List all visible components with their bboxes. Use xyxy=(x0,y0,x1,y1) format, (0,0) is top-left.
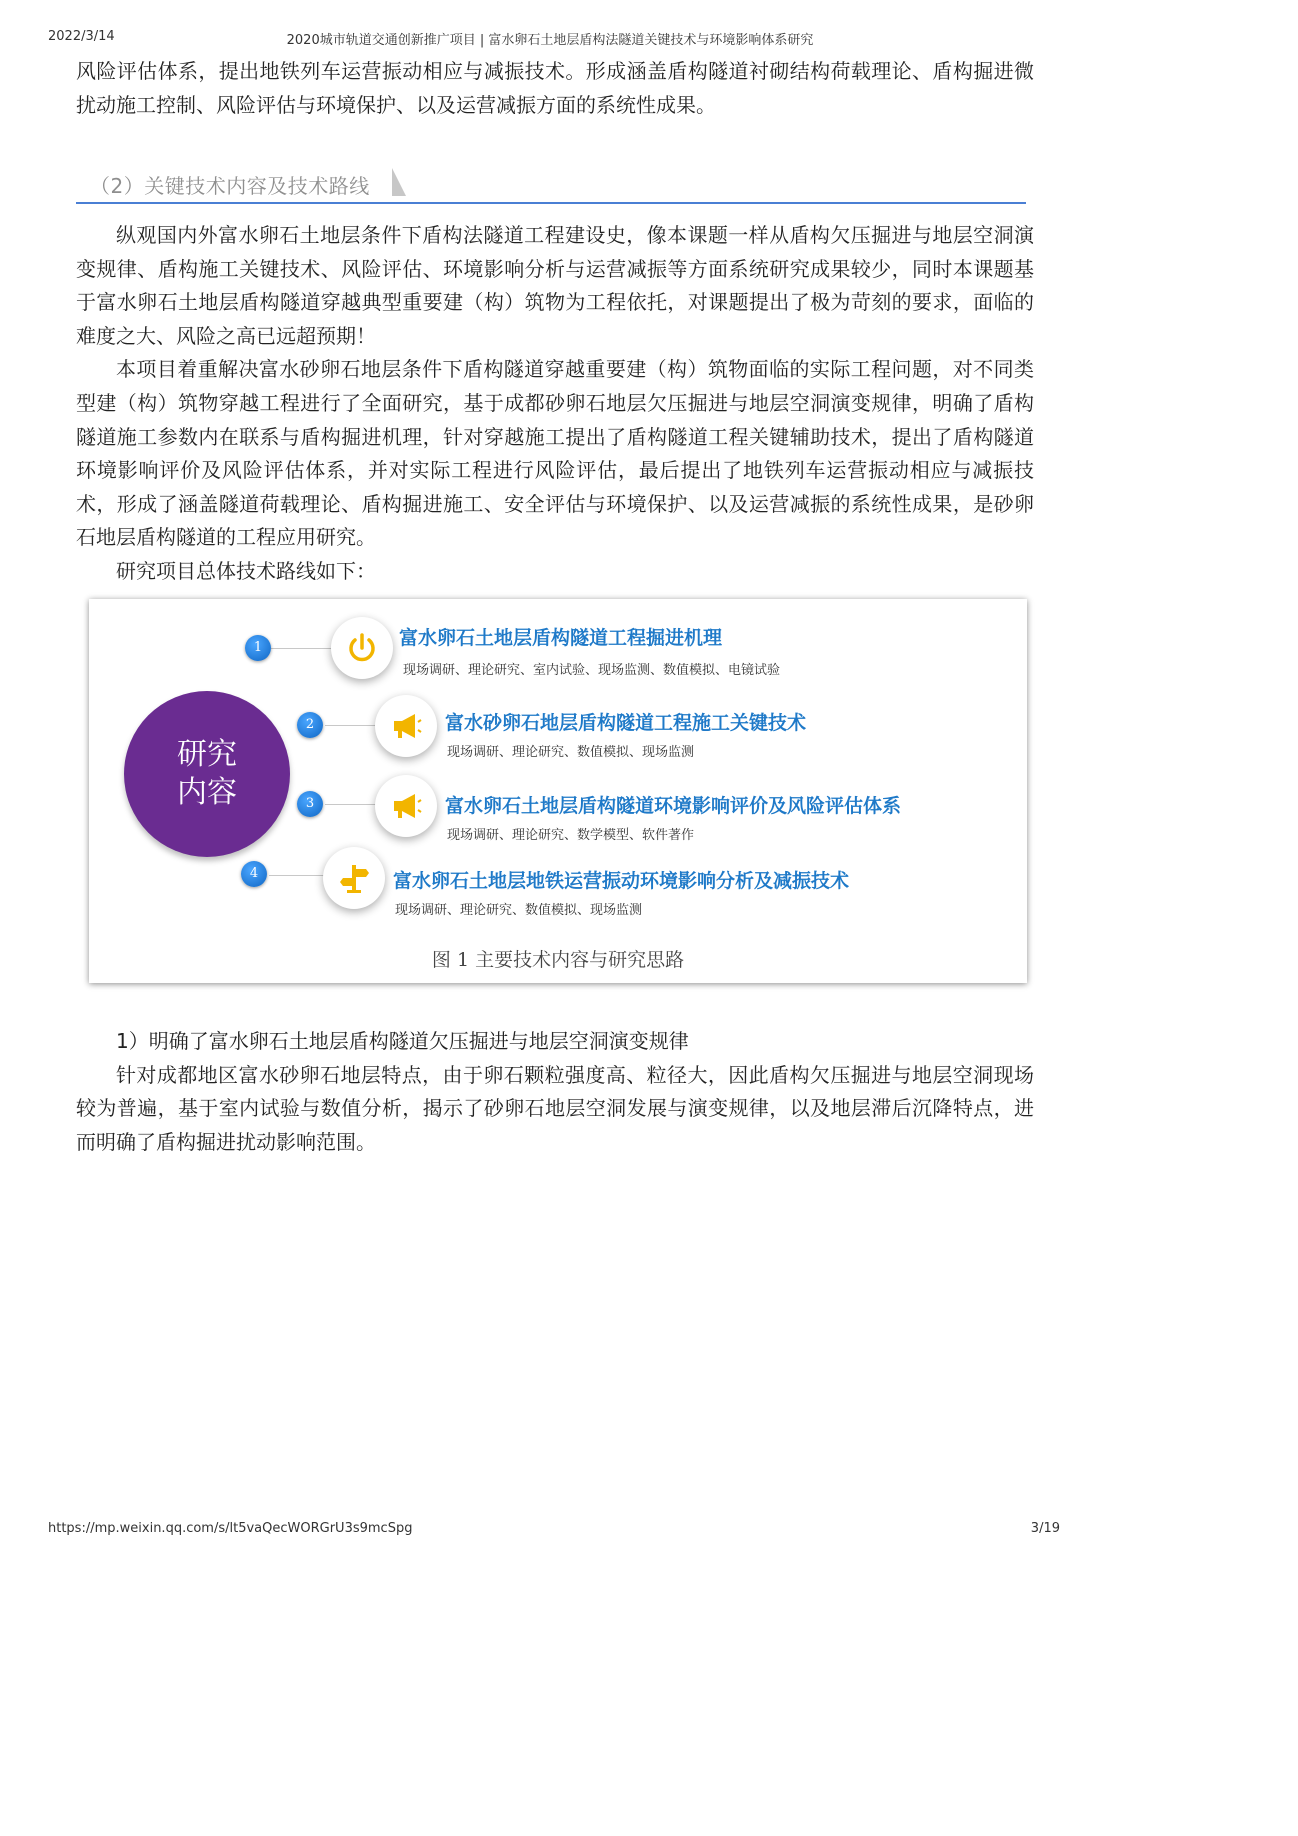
intro-block xyxy=(76,55,1034,122)
footer-page-number: 3/19 xyxy=(1030,1521,1060,1536)
connector-line xyxy=(325,725,381,726)
heading-underline xyxy=(76,202,1026,204)
paragraph-project: 本项目着重解决富水砂卵石地层条件下盾构隧道穿越重要建（构）筑物面临的实际工程问题，对不同类型建（构）筑物穿越工程进行了全面研究，基于成都砂卵石地层欠压掘进与地层空洞演变规律，明确了盾构隧道施工参数内在联系与盾构掘进机理，针对穿越施工提出了盾构隧道工程关键辅助技术，提出了盾构隧道环境影响评价及风险评估体系，并对实际工程进行风险评估，最后提出了地铁列车运营振动相应与减振技术，形成了涵盖隧道荷载理论、盾构掘进施工、安全评估与环境保护、以及运营减振的系统性成果，是砂卵石地层盾构隧道的工程应用研究。 xyxy=(76,357,1034,550)
item-number-badge: 1 xyxy=(245,635,271,661)
connector-line xyxy=(271,648,337,649)
subsection-block xyxy=(76,1025,1034,1159)
footer-url: https://mp.weixin.qq.com/s/lt5vaQecWORGrU3s9mcSpg xyxy=(48,1521,413,1536)
figure-caption: 图 1 主要技术内容与研究思路 xyxy=(431,949,685,971)
print-header-title: 2020城市轨道交通创新推广项目 | 富水卵石土地层盾构法隧道关键技术与环境影响体系研究 xyxy=(286,33,814,48)
subsection-heading: 1）明确了富水卵石土地层盾构隧道欠压掘进与地层空洞演变规律 xyxy=(116,1029,689,1053)
item-title: 富水卵石土地层盾构隧道环境影响评价及风险评估体系 xyxy=(445,795,902,817)
item-title: 富水卵石土地层盾构隧道工程掘进机理 xyxy=(399,627,723,649)
center-label-line1: 研究 xyxy=(177,737,237,772)
item-title: 富水砂卵石地层盾构隧道工程施工关键技术 xyxy=(445,712,807,734)
heading-flag-decoration xyxy=(392,168,406,196)
megaphone-icon xyxy=(375,695,437,757)
subsection-paragraph: 针对成都地区富水砂卵石地层特点，由于卵石颗粒强度高、粒径大，因此盾构欠压掘进与地层空洞现场较为普遍，基于室内试验与数值分析，揭示了砂卵石地层空洞发展与演变规律，以及地层滞后沉降特点，进而明确了盾构掘进扰动影响范围。 xyxy=(76,1062,1034,1154)
connector-line xyxy=(269,875,329,876)
center-label-line2: 内容 xyxy=(177,775,237,810)
item-number-badge: 3 xyxy=(297,791,323,817)
connector-line xyxy=(325,804,381,805)
item-methods: 现场调研、理论研究、数值模拟、现场监测 xyxy=(395,903,643,918)
item-methods: 现场调研、理论研究、室内试验、现场监测、数值模拟、电镜试验 xyxy=(403,663,781,678)
item-methods: 现场调研、理论研究、数学模型、软件著作 xyxy=(447,828,695,843)
megaphone-icon xyxy=(375,775,437,837)
item-number-badge: 2 xyxy=(297,712,323,738)
research-content-figure xyxy=(89,599,1027,983)
item-title: 富水卵石土地层地铁运营振动环境影响分析及减振技术 xyxy=(393,870,850,892)
section-heading xyxy=(76,164,1026,204)
intro-paragraph: 风险评估体系，提出地铁列车运营振动相应与减振技术。形成涵盖盾构隧道衬砌结构荷载理论、盾构掘进微扰动施工控制、风险评估与环境保护、以及运营减振方面的系统性成果。 xyxy=(76,59,1034,117)
power-icon xyxy=(331,617,393,679)
item-methods: 现场调研、理论研究、数值模拟、现场监测 xyxy=(447,745,695,760)
print-date: 2022/3/14 xyxy=(48,29,115,44)
paragraph-overview: 纵观国内外富水卵石土地层条件下盾构法隧道工程建设史，像本课题一样从盾构欠压掘进与地层空洞演变规律、盾构施工关键技术、风险评估、环境影响分析与运营减振等方面系统研究成果较少，同时本课题基于富水卵石土地层盾构隧道穿越典型重要建（构）筑物为工程依托，对课题提出了极为苛刻的要求，面临的难度之大、风险之高已远超预期！ xyxy=(76,223,1034,348)
body-block xyxy=(76,219,1034,589)
section-heading-text: （2）关键技术内容及技术路线 xyxy=(90,174,370,198)
signpost-icon xyxy=(323,847,385,909)
item-number-badge: 4 xyxy=(241,861,267,887)
paragraph-route-intro: 研究项目总体技术路线如下： xyxy=(116,558,376,583)
research-content-circle xyxy=(124,691,290,857)
